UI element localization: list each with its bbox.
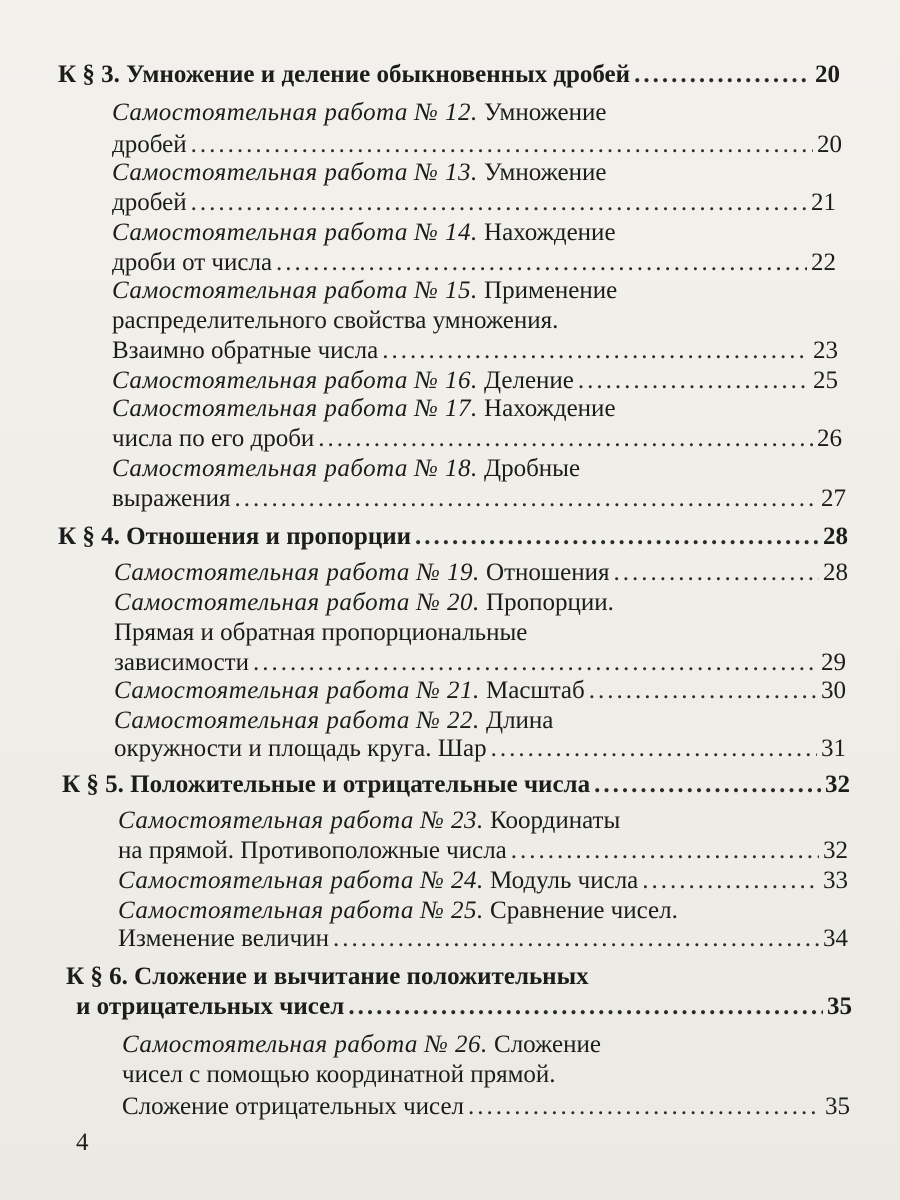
work-number: № 15. [414, 277, 478, 304]
toc-title: распределительного свойства умножения. [112, 307, 559, 334]
work-title: Нахождение [484, 219, 616, 246]
toc-page: 32 [825, 771, 850, 798]
toc-work-17 [112, 394, 616, 424]
work-title: Сравнение чисел. [490, 897, 678, 924]
toc-page: 32 [823, 837, 848, 864]
toc-work-13 [112, 158, 607, 188]
toc-work-18-cont [112, 484, 846, 514]
work-number: № 21. [416, 677, 480, 704]
work-title: Применение [484, 277, 618, 304]
toc-page: 25 [813, 367, 838, 394]
work-label: Самостоятельная работа [112, 99, 408, 126]
leader-dots [253, 648, 817, 678]
work-number: № 18. [414, 455, 478, 482]
leader-dots [634, 60, 811, 90]
toc-work-20-cont-2 [114, 648, 846, 678]
toc-work-26-cont [122, 1060, 556, 1090]
toc-work-19 [114, 558, 848, 588]
toc-title: чисел с помощью координатной прямой. [122, 1061, 556, 1088]
toc-work-24 [118, 866, 848, 896]
work-number: № 14. [414, 219, 478, 246]
toc-work-15 [112, 276, 617, 306]
leader-dots [594, 770, 821, 800]
toc-work-23 [118, 806, 620, 836]
toc-title: К § 4. Отношения и пропорции [58, 523, 412, 550]
work-label: Самостоятельная работа [112, 277, 408, 304]
work-label: Самостоятельная работа [118, 897, 414, 924]
toc-page: 30 [821, 677, 846, 704]
toc-page: 34 [823, 925, 848, 952]
toc-work-12-cont [112, 130, 842, 160]
toc-section-6-cont [76, 992, 852, 1022]
toc-work-14-cont [112, 248, 836, 278]
work-title: Умножение [484, 159, 607, 186]
toc-section-3 [58, 60, 840, 90]
page-number: 4 [76, 1129, 89, 1156]
toc-title: на прямой. Противоположные числа [118, 837, 507, 864]
toc-title: выражения [112, 485, 231, 512]
toc-title: Взаимно обратные числа [112, 337, 379, 364]
toc-title: К § 6. Сложение и вычитание положительных [66, 963, 589, 990]
toc-work-18 [112, 454, 580, 484]
toc-work-25 [118, 896, 678, 926]
toc-title: Изменение величин [118, 925, 330, 952]
leader-dots [235, 484, 818, 514]
toc-work-15-cont-2 [112, 336, 838, 366]
work-number: № 22. [416, 707, 480, 734]
toc-work-22 [114, 706, 553, 736]
toc-title: числа по его дроби [112, 425, 315, 452]
toc-title: Сложение отрицательных чисел [122, 1093, 465, 1120]
work-label: Самостоятельная работа [112, 367, 408, 394]
toc-page: 20 [817, 131, 842, 158]
leader-dots [191, 130, 813, 160]
work-label: Самостоятельная работа [112, 219, 408, 246]
work-number: № 20. [416, 589, 480, 616]
toc-title: окружности и площадь круга. Шар [114, 735, 487, 762]
work-label: Самостоятельная работа [112, 455, 408, 482]
work-number: № 12. [414, 99, 478, 126]
leader-dots [578, 366, 809, 396]
toc-work-17-cont [112, 424, 842, 454]
toc-page: 33 [823, 867, 848, 894]
leader-dots [333, 924, 819, 954]
toc-work-20 [114, 588, 614, 618]
work-title: Дробные [484, 455, 581, 482]
toc-page: 35 [827, 993, 852, 1020]
toc-section-4 [58, 522, 848, 552]
work-label: Самостоятельная работа [112, 395, 408, 422]
toc-page: 35 [825, 1093, 850, 1120]
work-title: Нахождение [484, 395, 616, 422]
leader-dots [491, 734, 817, 764]
toc-work-13-cont [112, 188, 836, 218]
leader-dots [613, 558, 819, 588]
leader-dots [415, 522, 819, 552]
work-number: № 19. [416, 559, 480, 586]
work-number: № 24. [420, 867, 484, 894]
leader-dots [511, 836, 819, 866]
work-title: Отношения [486, 559, 610, 586]
work-title: Умножение [484, 99, 607, 126]
toc-page: 26 [817, 425, 842, 452]
toc-title: К § 5. Положительные и отрицательные числа [62, 771, 591, 798]
toc-title: дробей [112, 131, 187, 158]
work-title: Координаты [490, 807, 621, 834]
work-label: Самостоятельная работа [118, 867, 414, 894]
work-number: № 23. [420, 807, 484, 834]
toc-page: 28 [823, 559, 848, 586]
leader-dots [191, 188, 807, 218]
work-title: Масштаб [486, 677, 585, 704]
toc-page: 27 [821, 485, 846, 512]
toc-work-12 [112, 98, 607, 128]
toc-work-15-cont [112, 306, 558, 336]
toc-work-23-cont [118, 836, 848, 866]
toc-title: и отрицательных чисел [76, 993, 345, 1020]
work-label: Самостоятельная работа [112, 159, 408, 186]
work-title: Модуль числа [490, 867, 639, 894]
work-number: № 13. [414, 159, 478, 186]
toc-work-14 [112, 218, 616, 248]
toc-work-21 [114, 676, 846, 706]
work-number: № 16. [414, 367, 478, 394]
leader-dots [642, 866, 819, 896]
toc-page: 28 [823, 523, 848, 550]
toc-page: 20 [815, 61, 840, 88]
toc-work-22-cont [114, 734, 846, 764]
toc-title: дробей [112, 189, 187, 216]
work-label: Самостоятельная работа [122, 1031, 418, 1058]
toc-work-26 [122, 1030, 601, 1060]
leader-dots [382, 336, 809, 366]
toc-section-6 [66, 962, 589, 992]
work-title: Деление [484, 367, 574, 394]
toc-page: 22 [811, 249, 836, 276]
work-title: Пропорции. [486, 589, 614, 616]
work-label: Самостоятельная работа [114, 707, 410, 734]
toc-work-20-cont [114, 618, 527, 648]
toc-title: дроби от числа [112, 249, 273, 276]
toc-work-25-cont [118, 924, 848, 954]
work-number: № 25. [420, 897, 484, 924]
work-number: № 17. [414, 395, 478, 422]
work-label: Самостоятельная работа [114, 677, 410, 704]
toc-work-16 [112, 366, 838, 396]
leader-dots [589, 676, 817, 706]
work-label: Самостоятельная работа [114, 559, 410, 586]
toc-page: 21 [811, 189, 836, 216]
leader-dots [276, 248, 807, 278]
leader-dots [348, 992, 823, 1022]
work-label: Самостоятельная работа [114, 589, 410, 616]
leader-dots [468, 1092, 821, 1122]
toc-page: 31 [821, 735, 846, 762]
toc-title: Прямая и обратная пропорциональные [114, 619, 528, 646]
work-title: Сложение [494, 1031, 601, 1058]
work-label: Самостоятельная работа [118, 807, 414, 834]
toc-page: 23 [813, 337, 838, 364]
leader-dots [318, 424, 813, 454]
toc-section-5 [62, 770, 850, 800]
toc-title: зависимости [114, 649, 249, 676]
toc-page: 29 [821, 649, 846, 676]
work-title: Длина [486, 707, 554, 734]
toc-work-26-cont-2 [122, 1092, 850, 1122]
work-number: № 26. [424, 1031, 488, 1058]
toc-title: К § 3. Умножение и деление обыкновенных дробей [58, 61, 631, 88]
